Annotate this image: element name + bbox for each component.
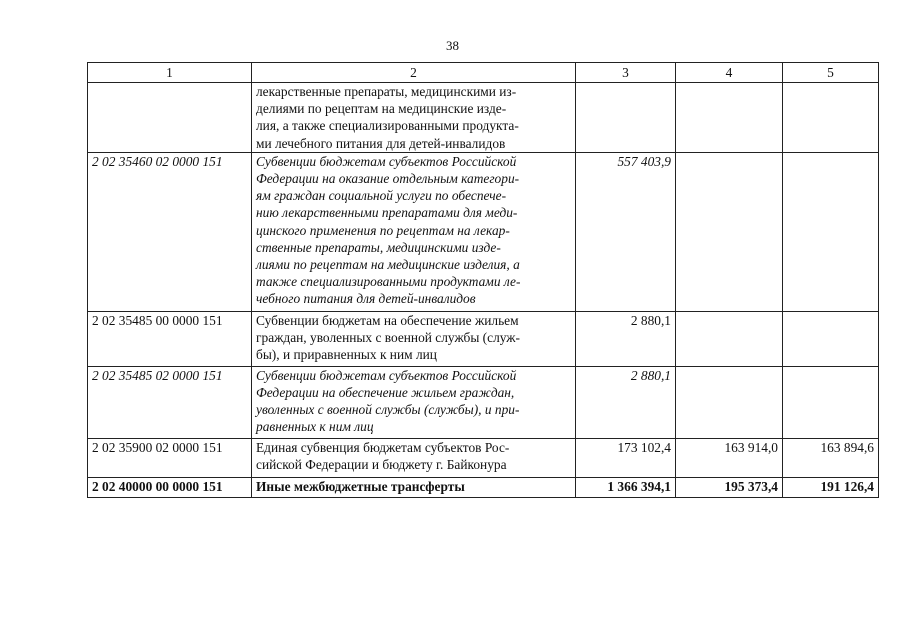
row-value-col3: 2 880,1 [576,366,676,438]
description-line: ям граждан социальной услуги по обеспече- [256,188,507,204]
row-value-col5: 163 894,6 [783,438,879,477]
row-value-col5 [783,366,879,438]
description-line: ственные препараты, медицинскими изде- [256,239,501,255]
row-value-col3: 173 102,4 [576,438,676,477]
description-line: чебного питания для детей-инвалидов [256,291,476,307]
row-value-col5 [783,83,879,153]
row-code: 2 02 35485 00 0000 151 [88,311,252,366]
description-line: Федерации на обеспечение жильем граждан, [256,385,515,401]
description-line: Субвенции бюджетам субъектов Российской [256,367,517,383]
description-line: равненных к ним лиц [256,419,374,435]
row-code: 2 02 35485 02 0000 151 [88,366,252,438]
row-value-col4 [676,83,783,153]
table-header-row [88,63,879,83]
description-line: цинского применения по рецептам на лекар- [256,222,510,238]
description-line: лиями по рецептам на медицинские изделия, а [256,257,520,273]
row-value-col3 [576,83,676,153]
row-value-col3: 557 403,9 [576,152,676,311]
row-description [252,83,576,153]
row-description [252,477,576,497]
description-line: граждан, уволенных с военной службы (служ- [256,330,521,346]
column-header-2: 2 [252,63,576,83]
column-header-1: 1 [88,63,252,83]
description-line: Федерации на оказание отдельным категори- [256,171,520,187]
description-line: Субвенции бюджетам субъектов Российской [256,153,517,169]
table-row-total [88,477,879,497]
row-description [252,311,576,366]
row-value-col3: 1 366 394,1 [576,477,676,497]
row-value-col5 [783,152,879,311]
row-description [252,152,576,311]
description-line: Иные межбюджетные трансферты [256,478,465,494]
description-line: бы), и приравненных к ним лиц [256,347,437,363]
column-header-5: 5 [783,63,879,83]
row-value-col4 [676,366,783,438]
row-code: 2 02 40000 00 0000 151 [88,477,252,497]
description-line: ми лечебного питания для детей-инвалидов [256,135,506,151]
row-value-col5: 191 126,4 [783,477,879,497]
row-value-col4: 195 373,4 [676,477,783,497]
column-header-4: 4 [676,63,783,83]
budget-table [87,62,879,498]
row-value-col5 [783,311,879,366]
column-header-3: 3 [576,63,676,83]
description-line: также специализированными продуктами ле- [256,274,521,290]
description-line: Субвенции бюджетам на обеспечение жильем [256,312,519,328]
description-line: Единая субвенция бюджетам субъектов Рос- [256,439,510,455]
table-row [88,438,879,477]
table-row [88,366,879,438]
row-code: 2 02 35460 02 0000 151 [88,152,252,311]
row-code: 2 02 35900 02 0000 151 [88,438,252,477]
row-description [252,366,576,438]
table-row [88,83,879,153]
row-value-col4 [676,311,783,366]
row-code [88,83,252,153]
row-value-col4: 163 914,0 [676,438,783,477]
description-line: уволенных с военной службы (службы), и при- [256,402,520,418]
row-value-col4 [676,152,783,311]
description-line: лия, а также специализированными продукта- [256,118,519,134]
page-number: 38 [446,38,459,53]
description-line: сийской Федерации и бюджету г. Байконура [256,457,507,473]
table-row [88,152,879,311]
row-value-col3: 2 880,1 [576,311,676,366]
row-description [252,438,576,477]
description-line: лекарственные препараты, медицинскими из- [256,84,517,99]
description-line: нию лекарственными препаратами для меди- [256,205,518,221]
description-line: делиями по рецептам на медицинские изде- [256,101,507,117]
table-row [88,311,879,366]
